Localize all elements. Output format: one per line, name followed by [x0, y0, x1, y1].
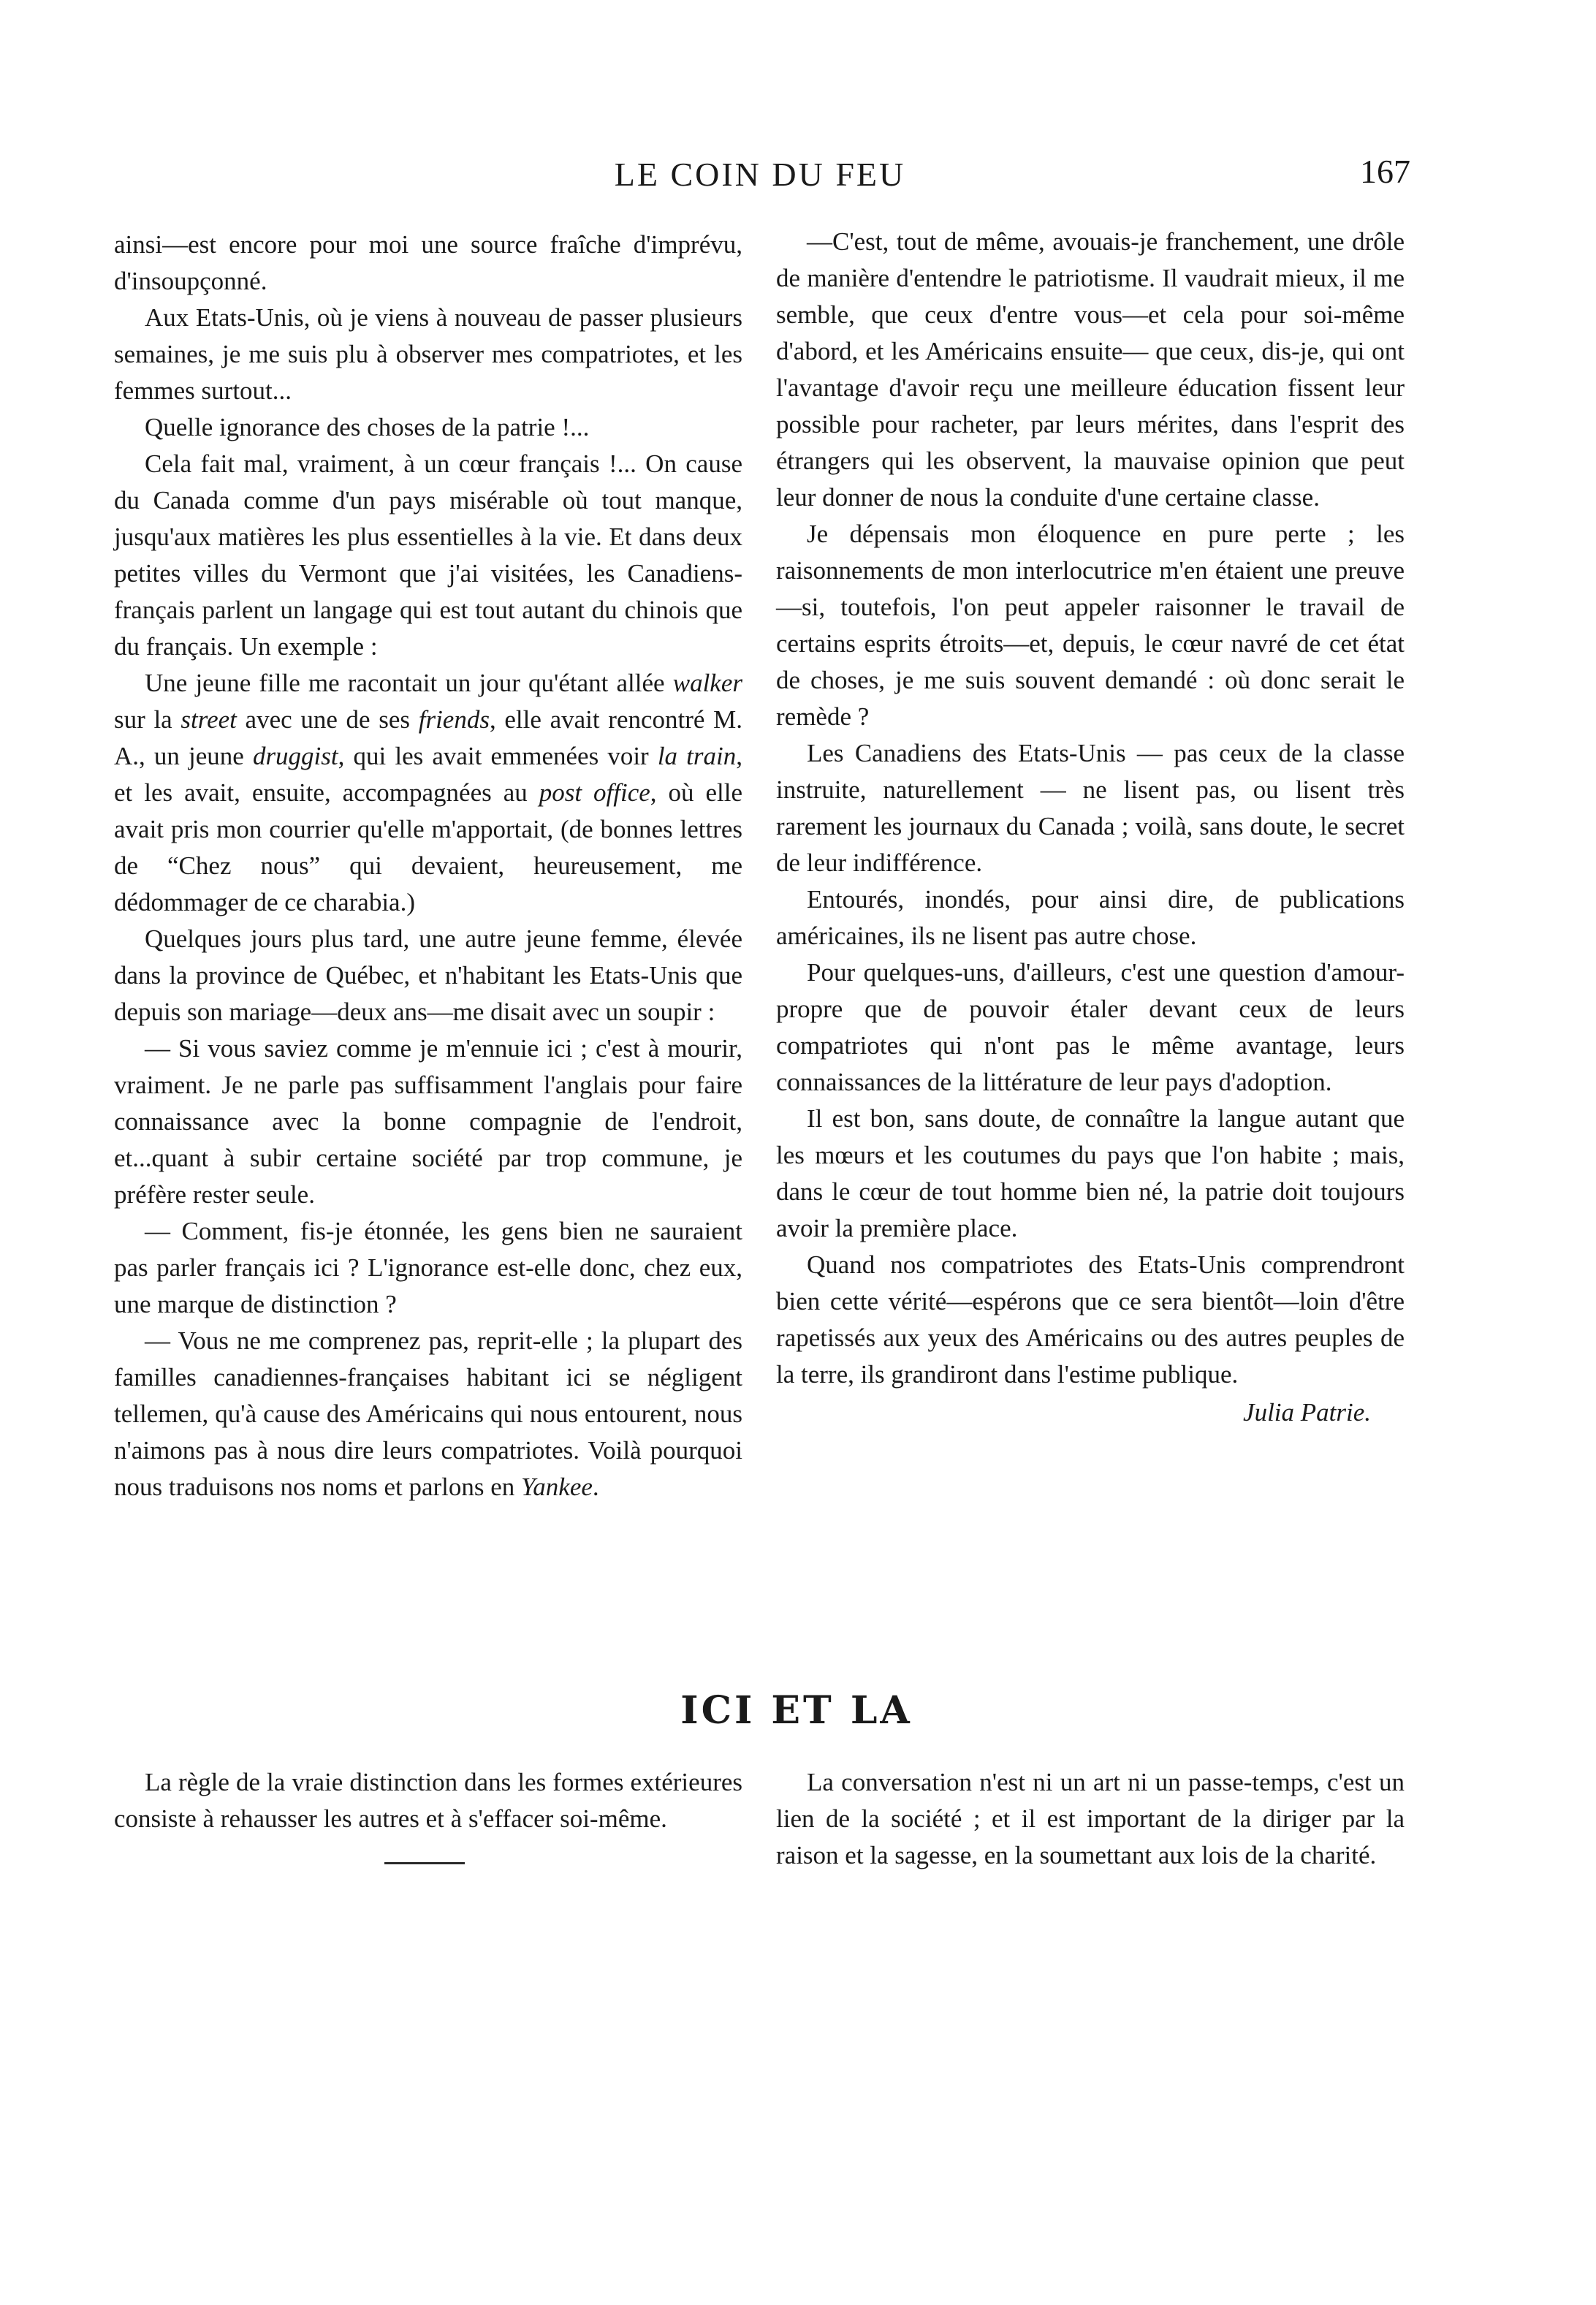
- article-paragraph: [114, 300, 742, 409]
- text-run: Il est bon, sans doute, de connaître la langue autant que les mœurs et les coutumes du pays que l'on habite ; mais, dans le cœur de tout homme bien né, la patrie doit toujours avoir la première place.: [776, 1104, 1405, 1242]
- text-run: Cela fait mal, vraiment, à un cœur français !... On cause du Canada comme d'un pays misérable où tout manque, jusqu'aux matières les plus essentielles à la vie. Et dans deux petites villes du Vermont que j'ai visitées, les Canadiens-français parlent un langage qui est tout autant du chinois que du français. Un exemple :: [114, 449, 742, 661]
- text-run: —C'est, tout de même, avouais-je franchement, une drôle de manière d'entendre le patriotisme. Il vaudrait mieux, il me semble, que ceux d'entre vous—et cela pour soi-même d'abord, et les Américains ensuite— que ceux, dis-je, qui ont l'avantage d'avoir reçu une meilleure éducation fissent leur possible pour racheter, par leurs mérites, dans l'esprit des étrangers qui les observent, la mauvaise opinion que peut leur donner de nous la conduite d'une certaine classe.: [776, 227, 1405, 512]
- text-run: Entourés, inondés, pour ainsi dire, de publications américaines, ils ne lisent pas autre chose.: [776, 885, 1405, 950]
- italic-term: friends: [418, 705, 490, 734]
- text-run: — Vous ne me comprenez pas, reprit-elle ; la plupart des familles canadiennes-françaises habitant ici se négligent tellemen, qu'à cause des Américains qui nous entourent, nous n'aimons pas à nous dire leurs compatriotes. Voilà pourquoi nous traduisons nos noms et parlons en: [114, 1326, 742, 1501]
- article-paragraph: [114, 1213, 742, 1323]
- page-number: 167: [1360, 153, 1410, 190]
- text-run: Quand nos compatriotes des Etats-Unis comprendront bien cette vérité—espérons que ce sera bientôt—loin d'être rapetissés aux yeux des Américains ou des autres peuples de la terre, ils grandiront dans l'estime publique.: [776, 1250, 1405, 1389]
- section-right-column: [776, 1764, 1405, 1874]
- text-run: , où elle avait pris mon courrier qu'elle m'apportait, (de bonnes lettres de “Chez nous” qui devaient, heureusement, me dédommager de ce charabia.): [114, 778, 742, 916]
- article-paragraph: [114, 409, 742, 446]
- section-left-paragraph: La règle de la vraie distinction dans les formes extérieures consiste à rehausser les autres et à s'effacer soi-même.: [114, 1768, 742, 1833]
- article-paragraph: [114, 921, 742, 1030]
- article-paragraph: [114, 446, 742, 665]
- text-run: Aux Etats-Unis, où je viens à nouveau de passer plusieurs semaines, je me suis plu à observer mes compatriotes, et les femmes surtout...: [114, 303, 742, 405]
- text-run: Quelle ignorance des choses de la patrie !...: [145, 413, 590, 441]
- text-run: Les Canadiens des Etats-Unis — pas ceux de la classe instruite, naturellement — ne lisent pas, ou lisent très rarement les journaux du Canada ; voilà, sans doute, le secret de leur indifférence.: [776, 739, 1405, 877]
- article-right-paragraphs: [776, 224, 1405, 1393]
- text-run: , elle avait rencontré M. A., un jeune: [114, 705, 742, 770]
- article-paragraph: [776, 1101, 1405, 1247]
- article-paragraph: [114, 227, 742, 300]
- section-right-paragraph: La conversation n'est ni un art ni un passe-temps, c'est un lien de la société ; et il est important de la diriger par la raison et la sagesse, en la soumettant aux lois de la charité.: [776, 1768, 1405, 1869]
- text-run: — Comment, fis-je étonnée, les gens bien ne sauraient pas parler français ici ? L'ignorance est-elle donc, chez eux, une marque de distinction ?: [114, 1217, 742, 1318]
- text-run: avec une de ses: [236, 705, 419, 734]
- text-run: — Si vous saviez comme je m'ennuie ici ; c'est à mourir, vraiment. Je ne parle pas suffisamment l'anglais pour faire connaissance avec la bonne compagnie de l'endroit, et...quant à subir certaine société par trop commune, je préfère rester seule.: [114, 1034, 742, 1209]
- running-header-title: LE COIN DU FEU: [614, 156, 906, 193]
- text-run: Pour quelques-uns, d'ailleurs, c'est une question d'amour-propre que de pouvoir étaler devant ceux de leurs compatriotes qui n'ont pas le même avantage, leurs connaissances de la littérature de leur pays d'adoption.: [776, 958, 1405, 1096]
- text-run: Je dépensais mon éloquence en pure perte ; les raisonnements de mon interlocutrice m'en étaient une preuve—si, toutefois, l'on peut appeler raisonner le travail de certains esprits étroits—et, depuis, le cœur navré de cet état de choses, je me suis souvent demandé : où donc serait le remède ?: [776, 520, 1405, 731]
- author-signature: Julia Patrie.: [1243, 1398, 1371, 1427]
- article-paragraph: [114, 1323, 742, 1505]
- article-paragraph: [114, 665, 742, 921]
- section-left-column: [114, 1764, 742, 1864]
- article-paragraph: [776, 224, 1405, 516]
- section-title: ICI ET LA: [680, 1688, 913, 1733]
- italic-term: druggist: [252, 742, 338, 770]
- text-run: ainsi—est encore pour moi une source fraîche d'imprévu, d'insoupçonné.: [114, 230, 742, 295]
- text-run: Une jeune fille me racontait un jour qu'étant allée: [145, 669, 673, 697]
- article-paragraph: [114, 1030, 742, 1213]
- text-run: , qui les avait emmenées voir: [338, 742, 658, 770]
- italic-term: street: [180, 705, 237, 734]
- italic-term: post office: [539, 778, 650, 807]
- article-paragraph: [776, 735, 1405, 881]
- article-left-column: [114, 227, 742, 1505]
- section-divider-rule: [384, 1862, 465, 1864]
- article-right-column: [776, 224, 1405, 1431]
- italic-term: walker: [672, 669, 742, 697]
- text-run: , et les avait, ensuite, accompagnées au: [114, 742, 742, 807]
- article-paragraph: [776, 881, 1405, 954]
- text-run: .: [592, 1473, 599, 1501]
- article-paragraph: [776, 954, 1405, 1101]
- text-run: Quelques jours plus tard, une autre jeune femme, élevée dans la province de Québec, et n'habitant les Etats-Unis que depuis son mariage—deux ans—me disait avec un soupir :: [114, 924, 742, 1026]
- italic-term: Yankee: [521, 1473, 593, 1501]
- text-run: sur la: [114, 705, 181, 734]
- italic-term: la train: [657, 742, 737, 770]
- article-paragraph: [776, 516, 1405, 735]
- article-paragraph: [776, 1247, 1405, 1393]
